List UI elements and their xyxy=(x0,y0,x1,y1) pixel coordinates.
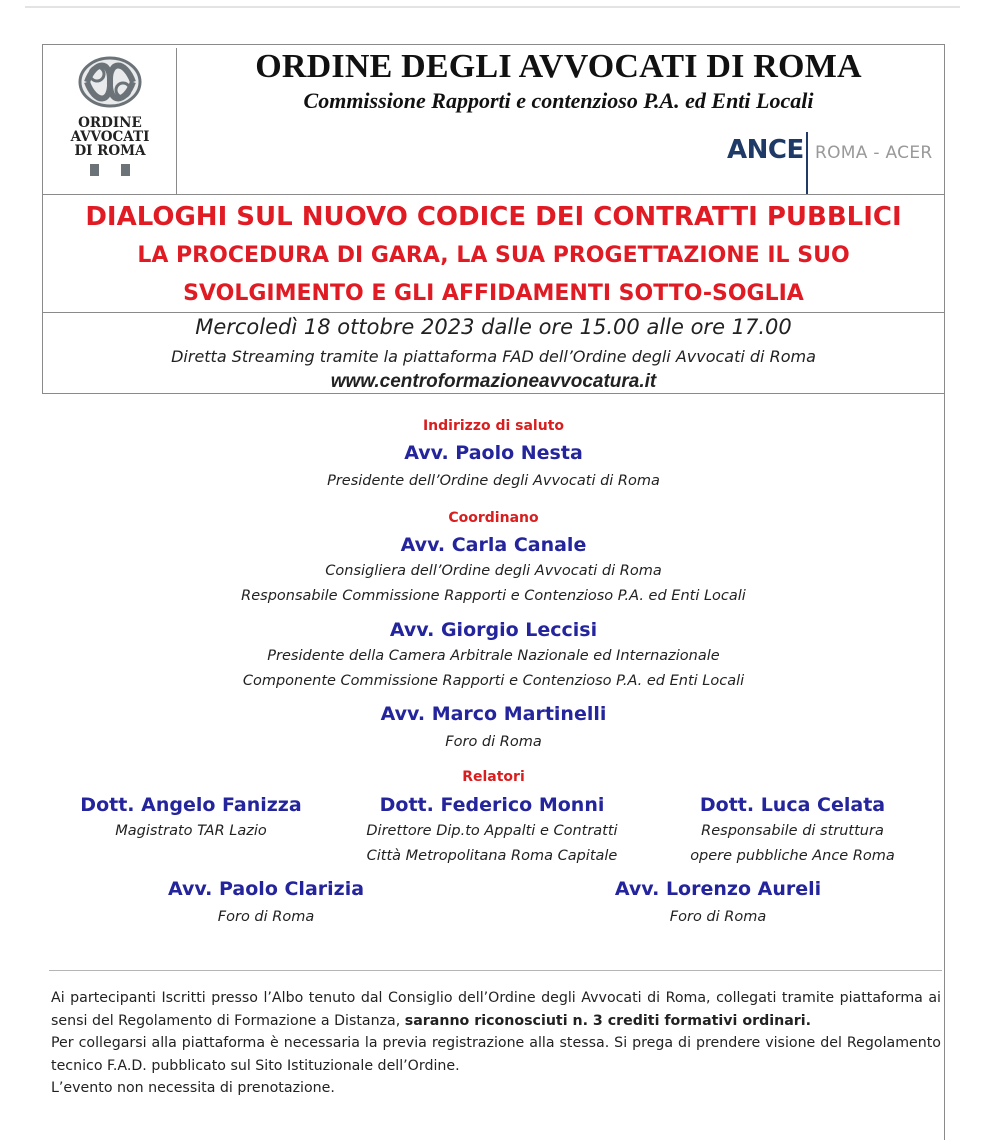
logo-line-2: AVVOCATI xyxy=(70,129,150,145)
speaker-name: Avv. Paolo Clarizia xyxy=(167,878,365,900)
order-logo xyxy=(44,52,176,192)
greeting-role: Presidente dell’Ordine degli Avvocati di Roma xyxy=(327,473,660,489)
speaker-name: Dott. Luca Celata xyxy=(699,794,886,816)
speaker-role: Responsabile di struttura xyxy=(701,823,884,839)
speaker-name: Dott. Angelo Fanizza xyxy=(80,794,302,816)
greeting-name: Avv. Paolo Nesta xyxy=(404,442,583,464)
title-frame-bottom xyxy=(42,312,945,313)
coordinator-name: Avv. Giorgio Leccisi xyxy=(389,619,598,641)
speaker-role: Città Metropolitana Roma Capitale xyxy=(366,848,618,864)
event-subtitle-line-1: LA PROCEDURA DI GARA, LA SUA PROGETTAZIONE IL SUO xyxy=(137,243,850,268)
coordinators-label: Coordinano xyxy=(448,510,539,526)
coordinator-role: Foro di Roma xyxy=(445,734,542,750)
footer-notes xyxy=(51,987,941,1100)
no-booking-paragraph: L’evento non necessita di prenotazione. xyxy=(51,1080,335,1096)
speaker-role: Foro di Roma xyxy=(217,909,315,925)
speaker-name: Dott. Federico Monni xyxy=(379,794,605,816)
registration-paragraph: Per collegarsi alla piattaforma è necessaria la previa registrazione alla stessa. Si prega di prendere visione del Regolamento tecnico F.A.D. pubblicato sul Sito Istituzionale dell’Ordine. xyxy=(51,1035,941,1074)
logo-label xyxy=(44,116,176,158)
coordinator-role: Presidente della Camera Arbitrale Nazionale ed Internazionale xyxy=(267,648,720,664)
coordinator-role: Consigliera dell’Ordine degli Avvocati di Roma xyxy=(325,563,662,579)
logo-feet-icon xyxy=(44,164,176,176)
speaker-name: Avv. Lorenzo Aureli xyxy=(614,878,822,900)
streaming-info: Diretta Streaming tramite la piattaforma FAD dell’Ordine degli Avvocati di Roma xyxy=(171,347,816,366)
coordinator-role: Responsabile Commissione Rapporti e Contenzioso P.A. ed Enti Locali xyxy=(241,588,746,604)
knot-emblem-icon xyxy=(75,52,145,112)
logo-line-3: DI ROMA xyxy=(74,143,146,159)
commission-name: Commissione Rapporti e contenzioso P.A. ed Enti Locali xyxy=(303,88,814,113)
event-date: Mercoledì 18 ottobre 2023 dalle ore 15.00 alle ore 17.00 xyxy=(195,315,792,339)
ance-logo-bar xyxy=(806,132,808,194)
greeting-label: Indirizzo di saluto xyxy=(422,418,565,434)
footer-divider xyxy=(49,970,942,971)
speaker-role: Direttore Dip.to Appalti e Contratti xyxy=(366,823,618,839)
logo-line-1: ORDINE xyxy=(78,115,142,131)
credits-text: Ai partecipanti Iscritti presso l’Albo tenuto dal Consiglio dell’Ordine degli Avvocati di Roma, collegati tramite piattaforma ai sensi del Regolamento di Formazione a Distanza, xyxy=(51,990,941,1029)
event-title: DIALOGHI SUL NUOVO CODICE DEI CONTRATTI PUBBLICI xyxy=(85,202,902,232)
speaker-role: opere pubbliche Ance Roma xyxy=(690,848,895,864)
speakers-label: Relatori xyxy=(462,769,525,785)
top-divider xyxy=(25,6,960,8)
speaker-role: Foro di Roma xyxy=(669,909,767,925)
event-subtitle-line-2: SVOLGIMENTO E GLI AFFIDAMENTI SOTTO-SOGLIA xyxy=(183,281,804,306)
ance-logo: ANCE xyxy=(727,135,804,165)
ance-logo-subtitle: ROMA - ACER xyxy=(815,143,933,163)
info-frame-bottom xyxy=(42,393,945,394)
header-frame-top xyxy=(42,44,945,45)
coordinator-name: Avv. Marco Martinelli xyxy=(380,703,607,725)
header-frame-bottom xyxy=(42,194,945,195)
coordinator-name: Avv. Carla Canale xyxy=(400,534,587,556)
org-name: ORDINE DEGLI AVVOCATI DI ROMA xyxy=(255,48,862,85)
credits-paragraph xyxy=(51,987,941,1032)
credits-bold-text: saranno riconosciuti n. 3 crediti formativi ordinari. xyxy=(404,1012,812,1029)
speaker-role: Magistrato TAR Lazio xyxy=(115,823,267,839)
coordinator-role: Componente Commissione Rapporti e Contenzioso P.A. ed Enti Locali xyxy=(242,673,745,689)
website-link[interactable]: www.centroformazioneavvocatura.it xyxy=(330,371,657,392)
